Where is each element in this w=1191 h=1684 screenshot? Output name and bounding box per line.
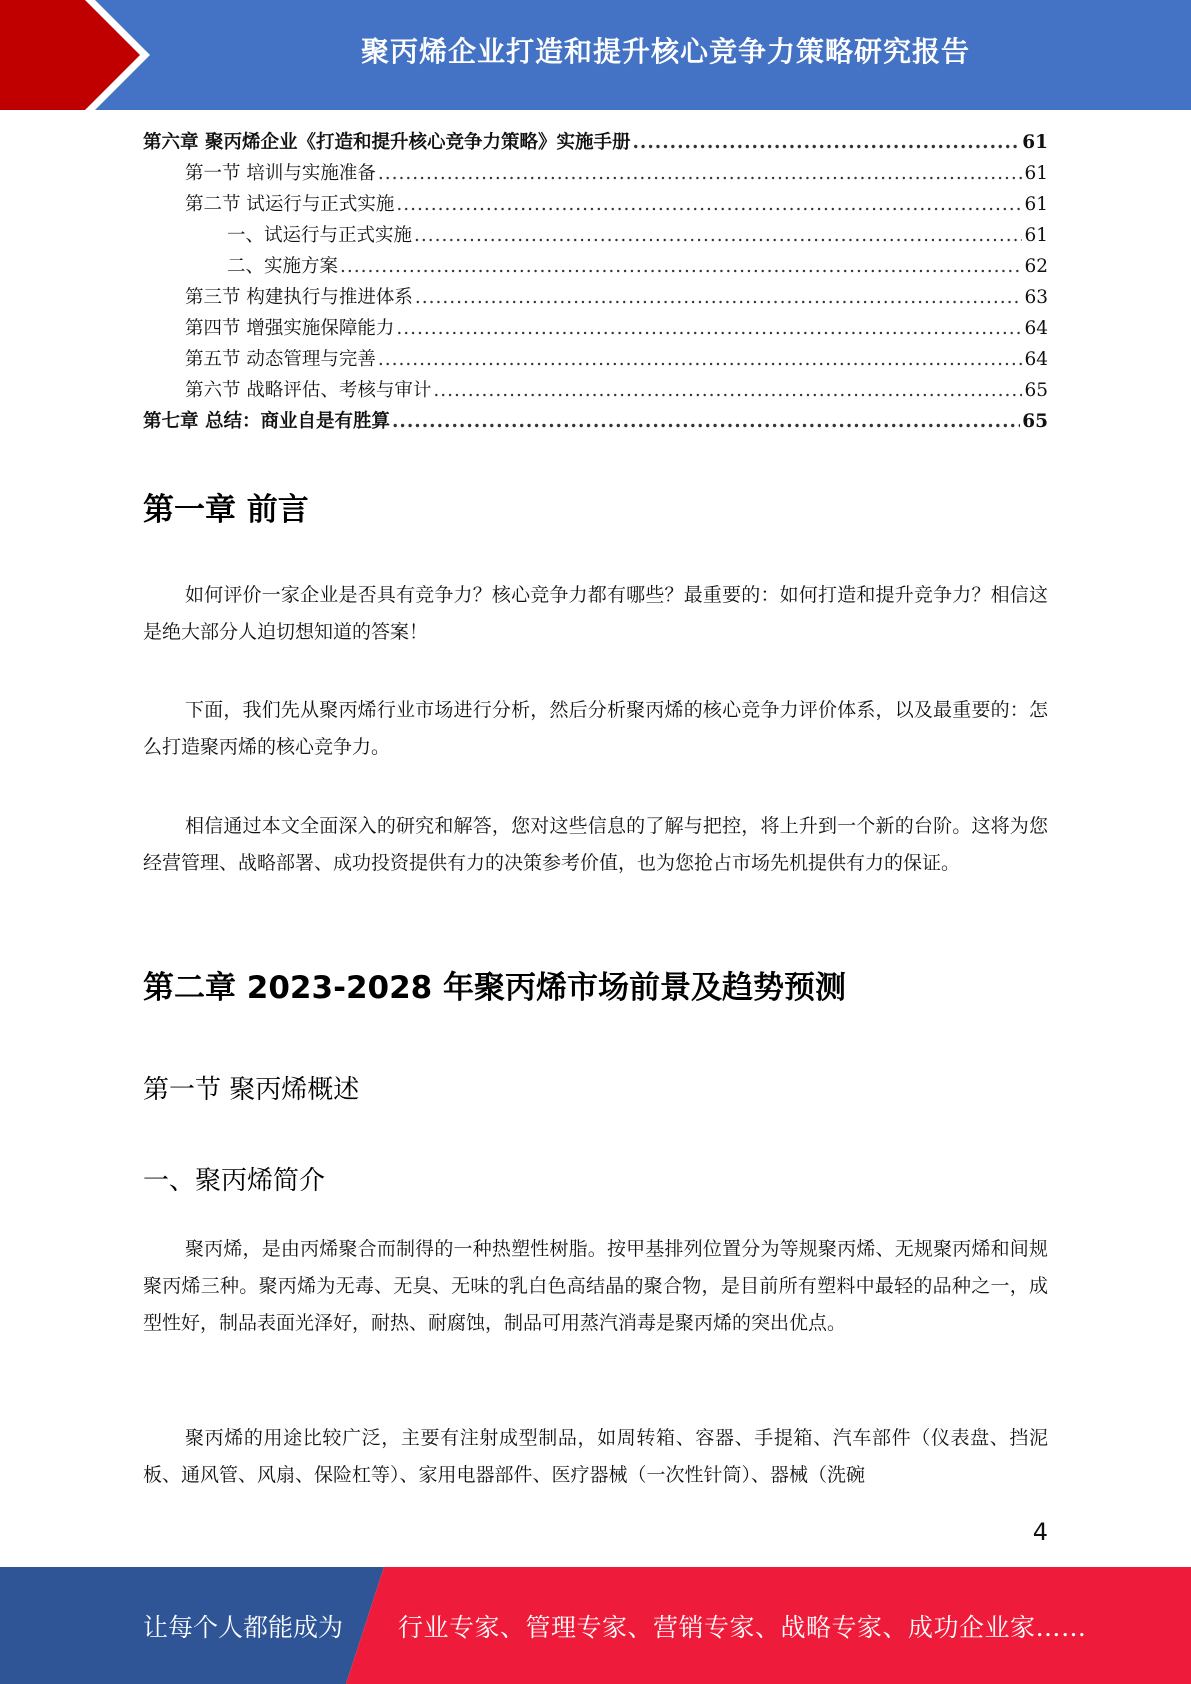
toc-entry-title: 二、实施方案 (227, 256, 339, 277)
toc-leader-dots (396, 194, 1022, 215)
report-title: 聚丙烯企业打造和提升核心竞争力策略研究报告 (360, 35, 970, 68)
toc-entry-title: 第一节 培训与实施准备 (185, 163, 376, 184)
toc-entry-page: 63 (1024, 287, 1048, 308)
chapter1-paragraph: 下面，我们先从聚丙烯行业市场进行分析，然后分析聚丙烯的核心竞争力评价体系，以及最重要的：怎么打造聚丙烯的核心竞争力。 (143, 699, 1048, 758)
toc-entry-title: 第六节 战略评估、考核与审计 (185, 380, 432, 401)
toc-entry[interactable] (143, 283, 1048, 314)
toc-entry-title: 第五节 动态管理与完善 (185, 349, 376, 370)
toc-entry-page: 64 (1024, 318, 1048, 339)
toc-leader-dots (340, 256, 1022, 277)
section-title: 第一节 聚丙烯概述 (143, 1075, 360, 1105)
toc-entry-title: 第三节 构建执行与推进体系 (185, 287, 413, 308)
toc-entry-page: 61 (1024, 225, 1048, 246)
footer-slogan-left: 让每个人都能成为 (143, 1612, 344, 1642)
toc-leader-dots (433, 380, 1022, 401)
subsection-title: 一、聚丙烯简介 (143, 1166, 326, 1196)
chapter2-paragraph: 聚丙烯，是由丙烯聚合而制得的一种热塑性树脂。按甲基排列位置分为等规聚丙烯、无规聚丙烯和间规聚丙烯三种。聚丙烯为无毒、无臭、无味的乳白色高结晶的聚合物，是目前所有塑料中最轻的品种之一，成型性好，制品表面光泽好，耐热、耐腐蚀，制品可用蒸汽消毒是聚丙烯的突出优点。 (143, 1238, 1048, 1334)
toc-entry-title: 一、试运行与正式实施 (227, 225, 413, 246)
chapter2-title: 第二章 2023-2028 年聚丙烯市场前景及趋势预测 (143, 970, 847, 1006)
toc-entry[interactable] (143, 314, 1048, 345)
toc-entry[interactable] (143, 407, 1048, 438)
toc-entry-title: 第四节 增强实施保障能力 (185, 318, 395, 339)
chapter1-paragraph: 相信通过本文全面深入的研究和解答，您对这些信息的了解与把控，将上升到一个新的台阶。这将为您经营管理、战略部署、成功投资提供有力的决策参考价值，也为您抢占市场先机提供有力的保证。 (143, 815, 1048, 874)
toc-entry-title: 第六章 聚丙烯企业《打造和提升核心竞争力策略》实施手册 (143, 132, 631, 153)
page-footer (0, 1567, 1191, 1684)
toc-entry-page: 65 (1022, 411, 1048, 432)
toc-entry-page: 65 (1024, 380, 1048, 401)
table-of-contents (143, 128, 1048, 438)
footer-slogan-right: 行业专家、管理专家、营销专家、战略专家、成功企业家…… (398, 1612, 1087, 1642)
toc-leader-dots (378, 163, 1023, 184)
toc-entry-title: 第二节 试运行与正式实施 (185, 194, 395, 215)
page-number: 4 (1032, 1518, 1048, 1546)
toc-entry[interactable] (143, 376, 1048, 407)
toc-leader-dots (396, 318, 1022, 339)
toc-entry[interactable] (143, 190, 1048, 221)
chapter1-title: 第一章 前言 (143, 492, 309, 528)
toc-entry[interactable] (143, 159, 1048, 190)
toc-entry-page: 61 (1024, 163, 1048, 184)
page-header (0, 0, 1191, 110)
toc-leader-dots (632, 132, 1020, 153)
toc-leader-dots (415, 287, 1023, 308)
toc-entry[interactable] (143, 128, 1048, 159)
toc-entry-title: 第七章 总结：商业自是有胜算 (143, 411, 390, 432)
chapter1-paragraph: 如何评价一家企业是否具有竞争力？核心竞争力都有哪些？最重要的：如何打造和提升竞争力？相信这是绝大部分人迫切想知道的答案！ (143, 584, 1048, 643)
toc-entry-page: 61 (1022, 132, 1048, 153)
toc-entry[interactable] (143, 345, 1048, 376)
toc-entry[interactable] (143, 252, 1048, 283)
toc-entry-page: 61 (1024, 194, 1048, 215)
toc-leader-dots (378, 349, 1023, 370)
toc-entry-page: 64 (1024, 349, 1048, 370)
toc-entry[interactable] (143, 221, 1048, 252)
toc-leader-dots (414, 225, 1022, 246)
toc-leader-dots (392, 411, 1020, 432)
chapter2-paragraph: 聚丙烯的用途比较广泛，主要有注射成型制品，如周转箱、容器、手提箱、汽车部件（仪表盘、挡泥板、通风管、风扇、保险杠等）、家用电器部件、医疗器械（一次性针筒）、器械（洗碗 (143, 1427, 1048, 1486)
toc-entry-page: 62 (1024, 256, 1048, 277)
